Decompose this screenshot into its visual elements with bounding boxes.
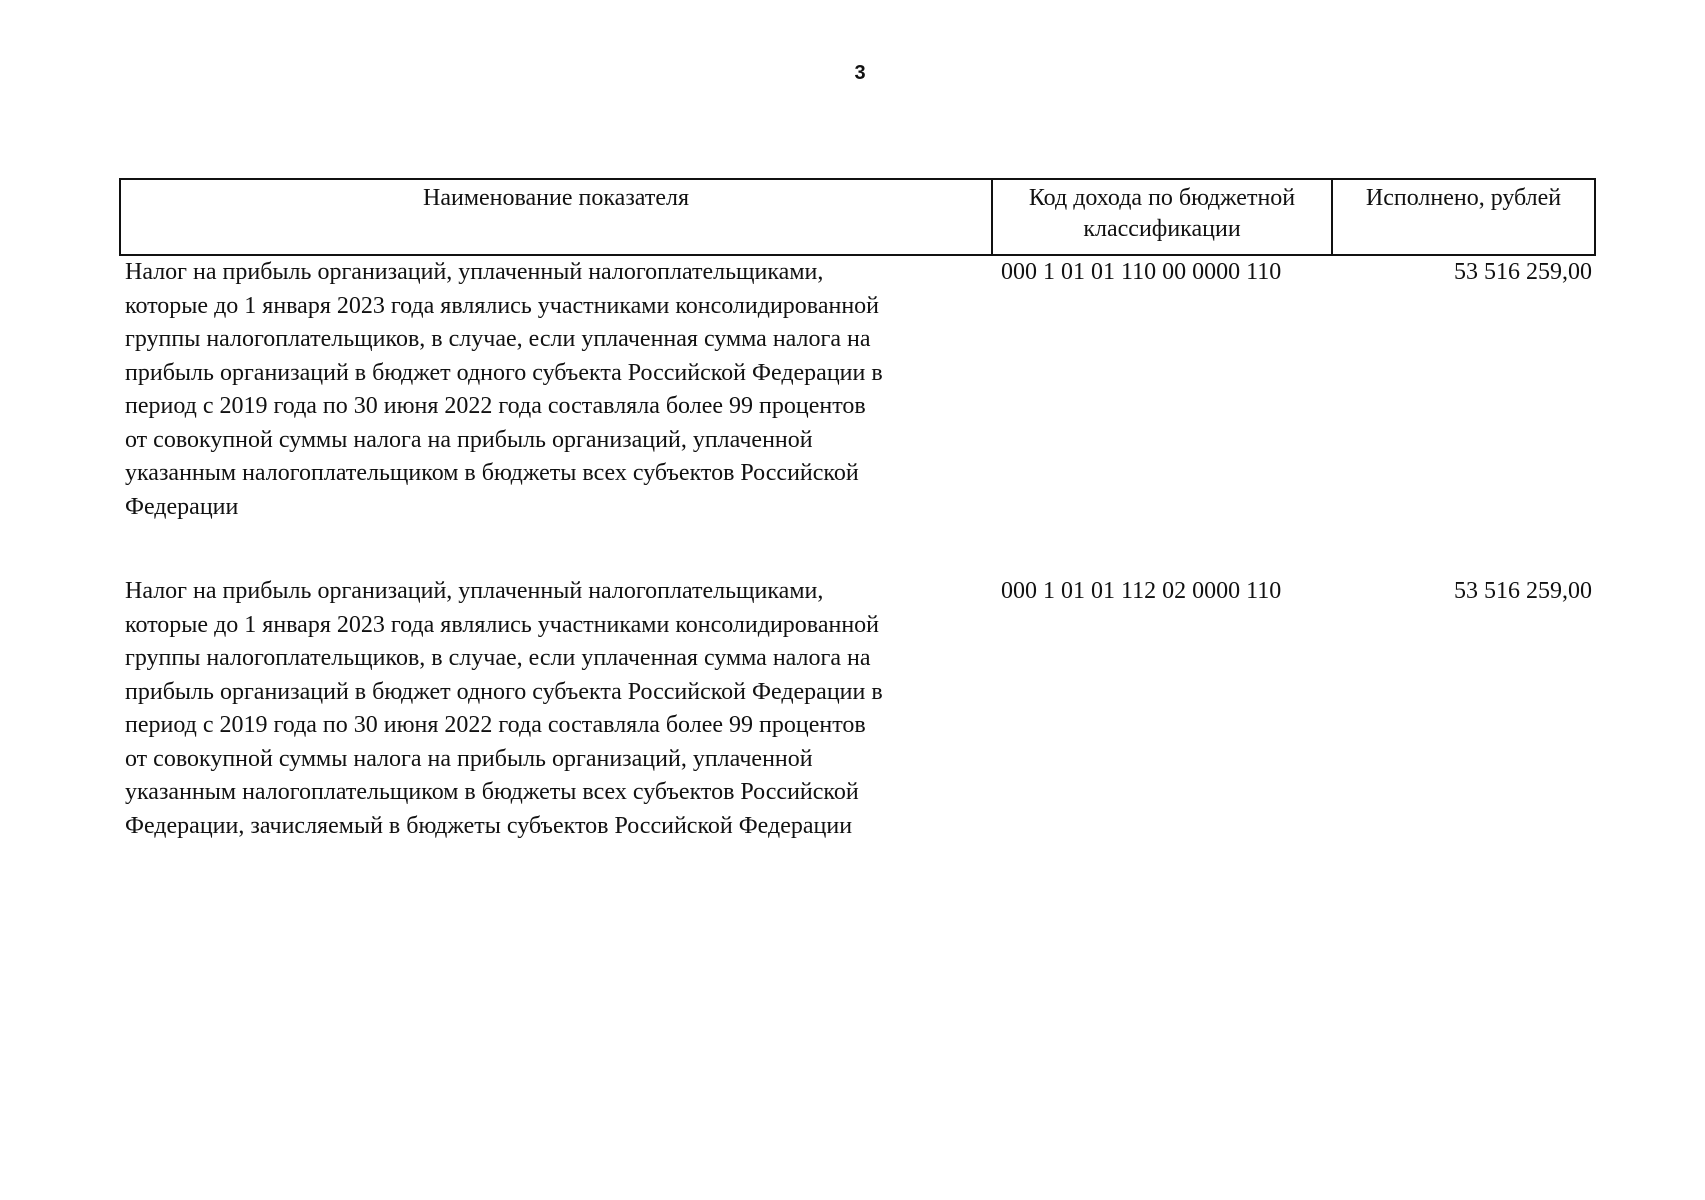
name-line: которые до 1 января 2023 года являлись участниками консолидированной	[125, 292, 880, 319]
revenue-table	[119, 178, 1596, 843]
name-line: указанным налогоплательщиком в бюджеты всех субъектов Российской	[125, 779, 859, 805]
name-line: от совокупной суммы налога на прибыль организаций, уплаченной	[125, 426, 813, 453]
name-line: которые до 1 января 2023 года являлись участниками консолидированной	[125, 611, 880, 638]
name-line: период с 2019 года по 30 июня 2022 года составляла более 99 процентов	[125, 712, 866, 738]
header-executed-amount: Исполнено, рублей	[1365, 185, 1562, 211]
table-row	[119, 575, 1596, 843]
name-line: Федерации	[125, 493, 239, 520]
name-line: Федерации, зачисляемый в бюджеты субъектов Российской Федерации	[125, 812, 853, 839]
row-executed-amount: 53 516 259,00	[1454, 259, 1592, 285]
row-indicator-name	[119, 575, 991, 843]
name-line: указанным налогоплательщиком в бюджеты всех субъектов Российской	[125, 460, 859, 486]
header-revenue-code	[993, 180, 1333, 254]
row-executed-amount: 53 516 259,00	[1454, 578, 1592, 604]
header-code-line-1: Код дохода по бюджетной	[1028, 185, 1296, 211]
name-line: Налог на прибыль организаций, уплаченный налогоплательщиками,	[125, 578, 824, 604]
row-revenue-code: 000 1 01 01 112 02 0000 110	[1001, 578, 1282, 604]
name-line: Налог на прибыль организаций, уплаченный налогоплательщиками,	[125, 259, 824, 285]
row-revenue-code: 000 1 01 01 110 00 0000 110	[1001, 259, 1282, 285]
page-number: 3	[854, 62, 866, 84]
name-line: прибыль организаций в бюджет одного субъекта Российской Федерации в	[125, 678, 883, 705]
name-line: прибыль организаций в бюджет одного субъекта Российской Федерации в	[125, 359, 883, 386]
table-header	[119, 178, 1596, 256]
name-line: группы налогоплательщиков, в случае, если уплаченная сумма налога на	[125, 645, 871, 671]
name-line: период с 2019 года по 30 июня 2022 года составляла более 99 процентов	[125, 393, 866, 419]
header-code-line-2: классификации	[1083, 216, 1241, 242]
table-row	[119, 256, 1596, 524]
row-indicator-name	[119, 256, 991, 524]
name-line: группы налогоплательщиков, в случае, если уплаченная сумма налога на	[125, 326, 871, 352]
header-indicator-name: Наименование показателя	[121, 180, 993, 254]
name-line: от совокупной суммы налога на прибыль организаций, уплаченной	[125, 745, 813, 772]
